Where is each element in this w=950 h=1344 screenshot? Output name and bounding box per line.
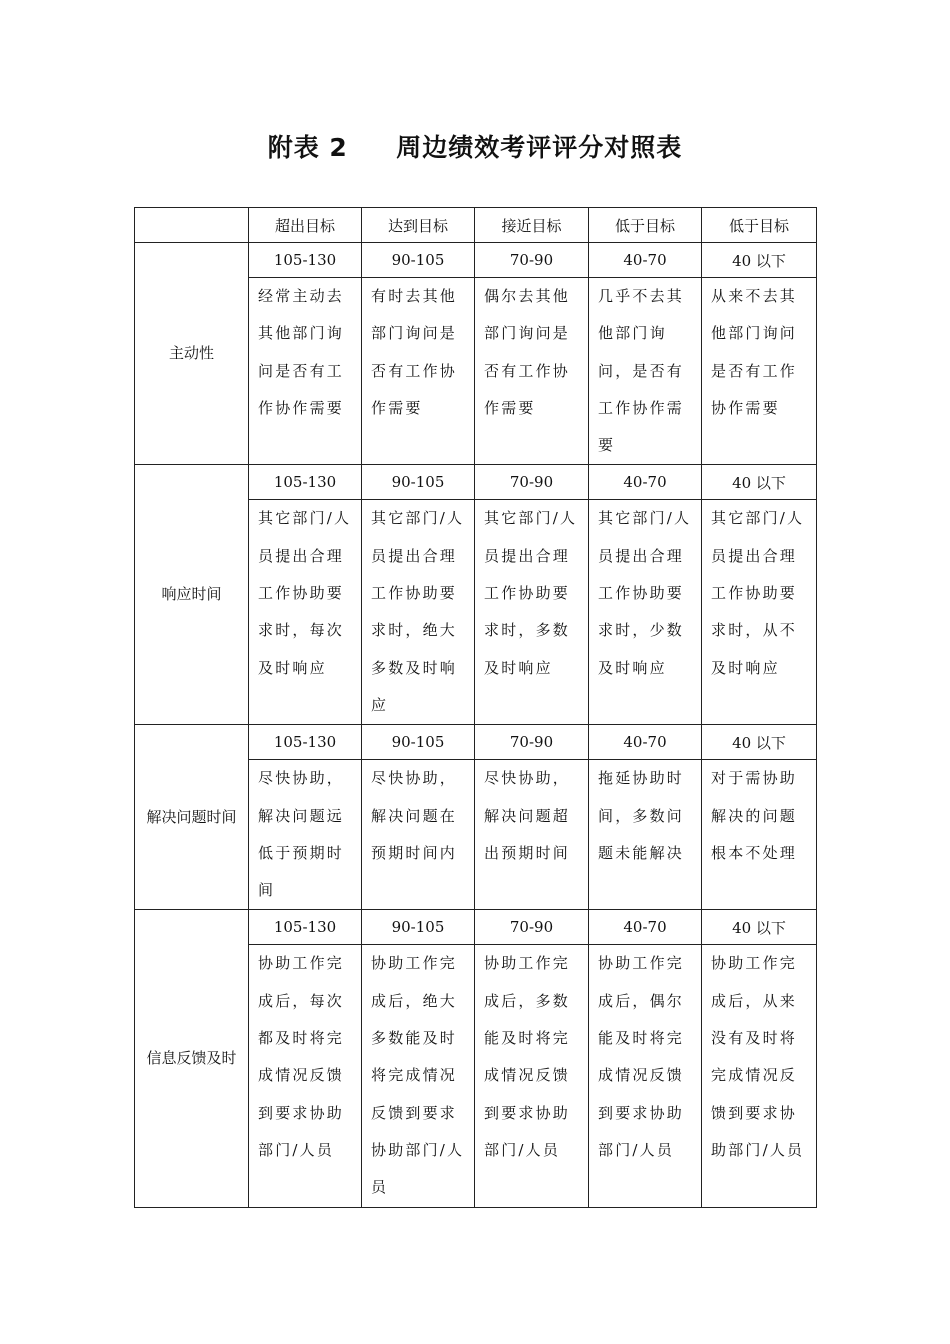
- score-range-cell: 40-70: [589, 243, 702, 278]
- score-range-cell: 105-130: [249, 465, 362, 500]
- score-range-cell: 105-130: [249, 243, 362, 278]
- score-range-cell: 105-130: [249, 910, 362, 945]
- score-range-cell: 90-105: [362, 910, 475, 945]
- score-range-cell: 70-90: [475, 465, 589, 500]
- scoring-table: [134, 207, 817, 1208]
- header-cell: 接近目标: [475, 208, 589, 243]
- description-cell: 协助工作完成后，偶尔能及时将完成情况反馈到要求协助部门/人员: [589, 945, 702, 1207]
- description-cell: 偶尔去其他部门询问是否有工作协作需要: [475, 278, 589, 465]
- header-cell: 超出目标: [249, 208, 362, 243]
- criterion-cell: 解决问题时间: [135, 725, 249, 910]
- description-cell: 其它部门/人员提出合理工作协助要求时，从不及时响应: [702, 500, 817, 725]
- description-cell: 尽快协助，解决问题远低于预期时间: [249, 760, 362, 910]
- description-cell: 其它部门/人员提出合理工作协助要求时，多数及时响应: [475, 500, 589, 725]
- description-cell: 从来不去其他部门询问是否有工作协作需要: [702, 278, 817, 465]
- score-range-cell: 40-70: [589, 725, 702, 760]
- description-cell: 其它部门/人员提出合理工作协助要求时，少数及时响应: [589, 500, 702, 725]
- criterion-cell: 信息反馈及时: [135, 910, 249, 1207]
- score-range-cell: 70-90: [475, 910, 589, 945]
- description-cell: 尽快协助，解决问题在预期时间内: [362, 760, 475, 910]
- header-corner-cell: [135, 208, 249, 243]
- range-row: [135, 910, 817, 945]
- description-cell: 协助工作完成后，从来没有及时将完成情况反馈到要求协助部门/人员: [702, 945, 817, 1207]
- score-range-cell: 105-130: [249, 725, 362, 760]
- description-cell: 几乎不去其他部门询问，是否有工作协作需要: [589, 278, 702, 465]
- score-range-cell: 90-105: [362, 243, 475, 278]
- header-cell: 低于目标: [589, 208, 702, 243]
- score-range-cell: 40 以下: [702, 910, 817, 945]
- description-cell: 其它部门/人员提出合理工作协助要求时，绝大多数及时响应: [362, 500, 475, 725]
- score-range-cell: 90-105: [362, 725, 475, 760]
- score-range-cell: 40-70: [589, 910, 702, 945]
- description-cell: 对于需协助解决的问题根本不处理: [702, 760, 817, 910]
- page-title: 附表 2 周边绩效考评评分对照表: [267, 133, 683, 162]
- score-range-cell: 40 以下: [702, 465, 817, 500]
- description-cell: 其它部门/人员提出合理工作协助要求时，每次及时响应: [249, 500, 362, 725]
- description-cell: 有时去其他部门询问是否有工作协作需要: [362, 278, 475, 465]
- description-cell: 协助工作完成后，绝大多数能及时将完成情况反馈到要求协助部门/人员: [362, 945, 475, 1207]
- description-cell: 拖延协助时间，多数问题未能解决: [589, 760, 702, 910]
- range-row: [135, 465, 817, 500]
- description-cell: 尽快协助，解决问题超出预期时间: [475, 760, 589, 910]
- criterion-cell: 响应时间: [135, 465, 249, 725]
- score-range-cell: 40-70: [589, 465, 702, 500]
- header-cell: 达到目标: [362, 208, 475, 243]
- header-cell: 低于目标: [702, 208, 817, 243]
- header-row: [135, 208, 817, 243]
- score-range-cell: 40 以下: [702, 243, 817, 278]
- range-row: [135, 243, 817, 278]
- description-cell: 经常主动去其他部门询问是否有工作协作需要: [249, 278, 362, 465]
- score-range-cell: 70-90: [475, 243, 589, 278]
- description-cell: 协助工作完成后，每次都及时将完成情况反馈到要求协助部门/人员: [249, 945, 362, 1207]
- criterion-cell: 主动性: [135, 243, 249, 465]
- score-range-cell: 70-90: [475, 725, 589, 760]
- range-row: [135, 725, 817, 760]
- description-cell: 协助工作完成后，多数能及时将完成情况反馈到要求协助部门/人员: [475, 945, 589, 1207]
- score-range-cell: 90-105: [362, 465, 475, 500]
- score-range-cell: 40 以下: [702, 725, 817, 760]
